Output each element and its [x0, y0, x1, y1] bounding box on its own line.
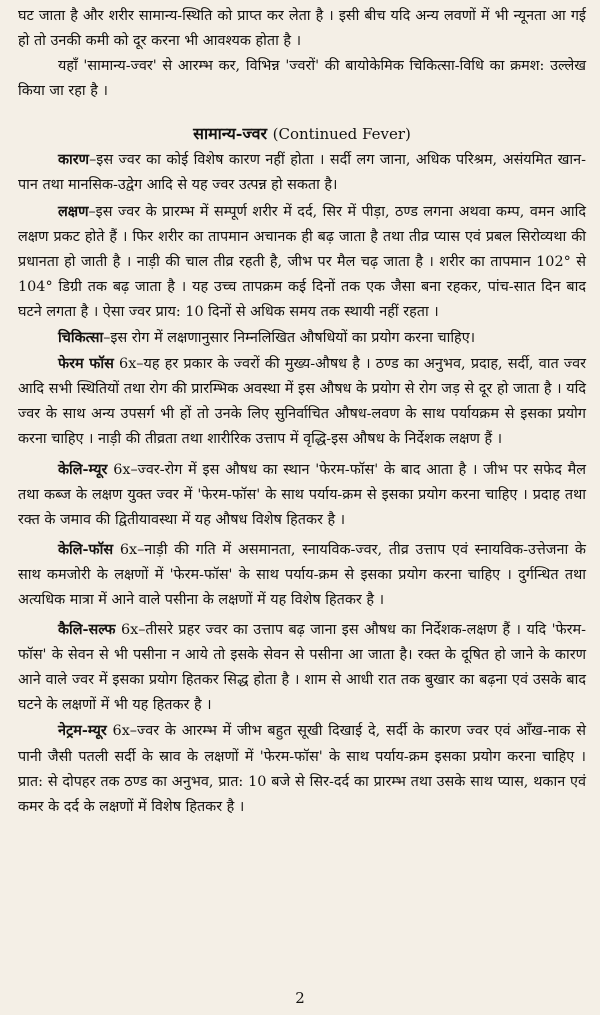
- text-kali-phos: 6x–नाड़ी की गति में असमानता, स्नायविक-ज्वर, तीव्र उत्ताप एवं स्नायविक-उत्तेजना के साथ कमजोरी के लक्षणों में 'फेरम-फॉस' के साथ पर्याय-क्रम से इसका प्रयोग करना चाहिए । दुर्गन्धित तथा अत्यधिक मात्रा में आने वाले पसीना के लक्षणों में यह विशेष हितकर है ।: [18, 541, 586, 608]
- text-karan: –इस ज्वर का कोई विशेष कारण नहीं होता । सर्दी लग जाना, अधिक परिश्रम, असंयमित खान-पान तथा मानसिक-उद्वेग आदि से यह ज्वर उत्पन्न हो सकता है।: [18, 152, 586, 194]
- label-kali-phos: केलि-फॉस: [58, 540, 114, 558]
- label-chikitsa: चिकित्सा: [58, 329, 104, 347]
- paragraph-ferrum-phos: [18, 351, 586, 452]
- intro-paragraph-1: घट जाता है और शरीर सामान्य-स्थिति को प्राप्त कर लेता है । इसी बीच यदि अन्य लवणों में भी न्यूनता आ गई हो तो उनकी कमी को दूर करना भी आवश्यक होता है ।: [18, 8, 586, 50]
- text-natrum-mur: 6x–ज्वर के आरम्भ में जीभ बहुत सूखी दिखाई दे, सर्दी के कारण ज्वर एवं आँख-नाक से पानी जैसी पतली सर्दी के स्राव के लक्षणों में 'फेरम-फॉस' के साथ पर्याय-क्रम इसका प्रयोग करना चाहिए । प्रात: से दोपहर तक ठण्ड का अनुभव, प्रात: 10 बजे से सिर-दर्द का प्रारम्भ तथा उसके साथ प्यास, थकान एवं कमर के दर्द के लक्षणों में विशेष हितकर है ।: [18, 723, 586, 815]
- paragraph-chikitsa: [18, 325, 586, 351]
- heading-hindi: सामान्य-ज्वर: [193, 124, 268, 144]
- paragraph-kali-mur: [18, 457, 586, 533]
- paragraph-kali-sulph: [18, 617, 586, 718]
- label-kali-mur: केलि-म्यूर: [58, 460, 108, 478]
- label-ferrum-phos: फेरम फॉस: [58, 355, 114, 373]
- paragraph-kali-phos: [18, 537, 586, 613]
- page-number: 2: [295, 988, 305, 1007]
- label-lakshan: लक्षण: [58, 202, 89, 220]
- text-lakshan: –इस ज्वर के प्रारम्भ में सम्पूर्ण शरीर में दर्द, सिर में पीड़ा, ठण्ड लगना अथवा कम्प, वमन आदि लक्षण प्रकट होते हैं । फिर शरीर का तापमान अचानक ही बढ़ जाता है तथा तीव्र प्यास एवं प्रबल सिरोव्यथा की प्रधानता हो जाती है । नाड़ी की चाल तीव्र रहती है, जीभ पर मैल चढ़ जाता है । शरीर का तापमान 102° से 104° डिग्री तक बढ़ जाता है । यह उच्च तापक्रम कई दिनों तक एक जैसा बना रहकर, पांच-सात दिन बाद घटने लगता है । ऐसा ज्वर प्राय: 10 दिनों से अधिक समय तक स्थायी नहीं रहता ।: [18, 203, 586, 320]
- text-kali-mur: 6x–ज्वर-रोग में इस औषध का स्थान 'फेरम-फॉस' के बाद आता है । जीभ पर सफेद मैल तथा कब्ज के लक्षण युक्त ज्वर में 'फेरम-फॉस' के साथ पर्याय-क्रम से इसका प्रयोग करना चाहिए । प्रदाह तथा रक्त के जमाव की द्वितीयावस्था में यह औषध विशेष हितकर है ।: [18, 461, 586, 528]
- intro-paragraph-2: यहाँ 'सामान्य-ज्वर' से आरम्भ कर, विभिन्न 'ज्वरों' की बायोकेमिक चिकित्सा-विधि का क्रमश: उल्लेख किया जा रहा है ।: [18, 58, 586, 100]
- text-ferrum-phos: 6x–यह हर प्रकार के ज्वरों की मुख्य-औषध है । ठण्ड का अनुभव, प्रदाह, सर्दी, वात ज्वर आदि सभी स्थितियों तथा रोग की प्रारम्भिक अवस्था में इस औषध के प्रयोग से रोग जड़ से दूर हो जाता है । यदि ज्वर के साथ अन्य उपसर्ग भी हों तो उनके लिए सुनिर्वाचित औषध-लवण के साथ पर्यायक्रम से इसका प्रयोग करना चाहिए । नाड़ी की तीव्रता तथा शारीरिक उत्ताप में वृद्धि-इस औषध के निर्देशक लक्षण हैं ।: [18, 356, 587, 448]
- label-natrum-mur: नेट्रम-म्यूर: [58, 722, 107, 740]
- text-chikitsa: –इस रोग में लक्षणानुसार निम्नलिखित औषधियों का प्रयोग करना चाहिए।: [103, 330, 476, 347]
- heading-english: (Continued Fever): [272, 125, 411, 144]
- paragraph-karan: [18, 147, 586, 198]
- paragraph-lakshan: [18, 199, 586, 325]
- label-karan: कारण: [58, 151, 90, 169]
- section-heading: [18, 121, 586, 147]
- text-kali-sulph: 6x–तीसरे प्रहर ज्वर का उत्ताप बढ़ जाना इस औषध का निर्देशक-लक्षण हैं । यदि 'फेरम-फॉस' के सेवन से भी पसीना न आये तो इसके सेवन से पसीना आ जाता है। रक्त के दूषित हो जाने के कारण आने वाले ज्वर में इसका प्रयोग हितकर सिद्ध होता है । शाम से आधी रात तक बुखार का बढ़ना एवं उसके बाद घटने के लक्षणों में भी यह हितकर है ।: [18, 622, 586, 714]
- paragraph-natrum-mur: [18, 718, 586, 819]
- label-kali-sulph: कैलि-सल्फ: [58, 621, 116, 639]
